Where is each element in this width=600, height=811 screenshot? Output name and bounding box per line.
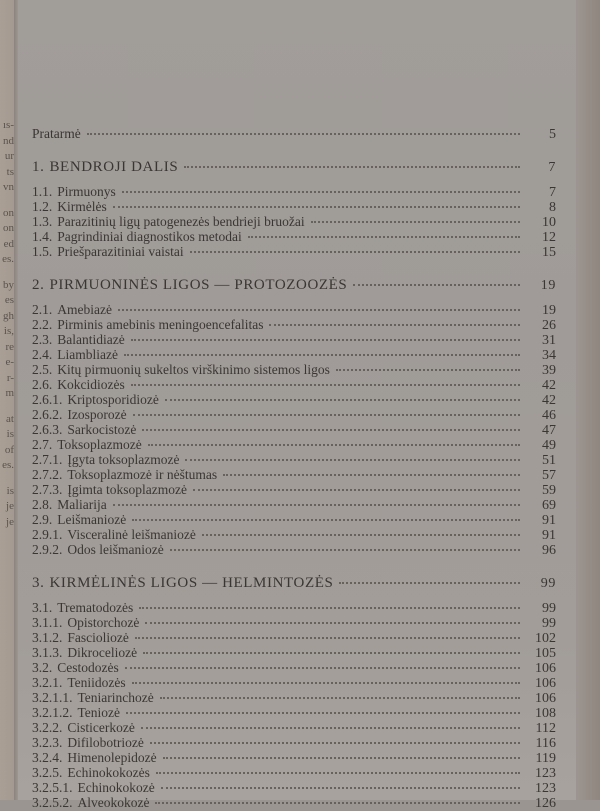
dot-leader <box>155 802 520 804</box>
toc-entry-title: Odos leišmaniozė <box>67 542 164 557</box>
dot-leader <box>269 324 520 326</box>
toc-entry-number: 3.1.3. <box>32 645 63 660</box>
toc-entry <box>32 780 556 795</box>
toc-page-number: 10 <box>542 215 556 230</box>
toc-entry-title: Kriptosporidiozė <box>67 392 159 407</box>
toc-entry <box>32 229 556 244</box>
toc-page-number: 123 <box>535 766 556 781</box>
dot-leader <box>145 622 520 624</box>
toc-entry <box>32 765 556 780</box>
toc-entry-number: 2.7. <box>32 437 53 452</box>
facing-page-fragment <box>0 474 14 484</box>
toc-entry-number: 3.2.5.2. <box>32 795 73 810</box>
toc-entry-title: Alveokokozė <box>77 795 150 810</box>
toc-entry <box>32 615 556 630</box>
dot-leader <box>336 369 520 371</box>
toc-page-number: 8 <box>549 200 556 215</box>
toc-entry <box>32 750 556 765</box>
toc-page-number: 99 <box>540 576 556 591</box>
toc-entry <box>32 497 556 512</box>
toc-entry-title: Opistorchozė <box>67 615 140 630</box>
dot-leader <box>156 772 520 774</box>
dot-leader <box>339 582 520 584</box>
toc-entry-title: Teniarinchozė <box>77 690 154 705</box>
toc-entry-title: Įgyta toksoplazmozė <box>67 452 180 467</box>
toc-chapter-number: 3. <box>32 575 45 591</box>
facing-page-fragment: m <box>5 387 14 399</box>
dot-leader <box>133 414 520 416</box>
dot-leader <box>193 489 520 491</box>
toc-entry-title: Teniozė <box>77 705 121 720</box>
toc-page-number: 5 <box>549 127 556 142</box>
facing-page-fragment: e- <box>5 356 14 368</box>
facing-page-fragment: on <box>3 206 14 219</box>
facing-page-fragment: of <box>4 443 14 456</box>
dot-leader <box>131 384 520 386</box>
toc-entry <box>32 735 556 750</box>
toc-entry-title: Amebiazė <box>57 302 112 317</box>
facing-page-fragment: r- <box>6 371 14 384</box>
toc-page-number: 112 <box>535 721 556 736</box>
dot-leader <box>353 284 520 286</box>
toc-entry-title: Pirmuonys <box>57 184 116 199</box>
toc-entry-title: Cisticerkozė <box>67 720 135 735</box>
toc-entry <box>32 362 556 377</box>
facing-page-fragment: ıs- <box>3 119 14 131</box>
facing-page-text-fragments <box>0 118 14 530</box>
dot-leader <box>185 459 520 461</box>
toc-entry <box>32 422 556 437</box>
toc-entry-number: 3.1.1. <box>32 615 63 630</box>
toc-entry-number: 3.2.5. <box>32 765 63 780</box>
toc-entry <box>32 317 556 332</box>
toc-page-number: 123 <box>535 781 556 796</box>
dot-leader <box>124 354 520 356</box>
book-page <box>18 0 576 811</box>
toc-chapter-title: KIRMĖLINĖS LIGOS — HELMINTOZĖS <box>49 575 334 591</box>
dot-leader <box>118 309 520 311</box>
toc-entry <box>32 675 556 690</box>
toc-entry-number: 3.2.2. <box>32 720 63 735</box>
toc-entry-number: 2.7.3. <box>32 482 63 497</box>
toc-entry <box>32 690 556 705</box>
toc-entry-title: Dikroceliozė <box>67 645 138 660</box>
toc-entry-title: Pagrindiniai diagnostikos metodai <box>57 229 242 244</box>
toc-entry-number: 2.6.3. <box>32 422 63 437</box>
toc-entry <box>32 214 556 229</box>
dot-leader <box>131 339 520 341</box>
toc-page-number: 106 <box>535 661 556 676</box>
toc-page-number: 51 <box>542 453 556 468</box>
toc-entry-number: 2.8. <box>32 497 53 512</box>
toc-entry <box>32 244 556 259</box>
spacer <box>32 141 556 158</box>
dot-leader <box>202 534 520 536</box>
toc-chapter-number: 2. <box>32 277 45 293</box>
facing-page-fragment: ur <box>4 150 14 162</box>
toc-chapters <box>32 141 556 810</box>
toc-entry <box>32 452 556 467</box>
toc-entry <box>32 542 556 557</box>
toc-entry-title: Echinokokozės <box>67 765 150 780</box>
spacer <box>32 259 556 276</box>
dot-leader <box>142 429 520 431</box>
toc-page-number: 91 <box>542 513 556 528</box>
toc-entry-number: 2.6.1. <box>32 392 63 407</box>
toc-page-number: 126 <box>535 796 556 811</box>
toc-entry-title: Himenolepidozė <box>67 750 157 765</box>
facing-page-fragment: je <box>6 515 14 528</box>
toc-entry-number: 3.2.1. <box>32 675 63 690</box>
toc-entry <box>32 705 556 720</box>
spacer <box>32 294 556 302</box>
toc-entry-number: 3.1. <box>32 600 53 615</box>
toc-entry-number: 3.2.3. <box>32 735 63 750</box>
toc-chapter-title: BENDROJI DALIS <box>49 159 179 175</box>
toc-page-number: 99 <box>542 601 556 616</box>
toc-entry-title: Parazitinių ligų patogenezės bendrieji bruožai <box>57 214 305 229</box>
toc-entry <box>32 795 556 810</box>
toc-entry-number: 1.4. <box>32 229 53 244</box>
dot-leader <box>148 444 520 446</box>
toc-page-number: 12 <box>542 230 556 245</box>
facing-page-fragment: nd <box>3 134 14 147</box>
toc-page-number: 39 <box>542 363 556 378</box>
toc-page-number: 91 <box>542 528 556 543</box>
dot-leader <box>143 652 520 654</box>
facing-page-fragment: gh <box>3 309 14 322</box>
facing-page-fragment: es. <box>2 459 14 471</box>
toc-page-number: 59 <box>542 483 556 498</box>
toc-entry <box>32 347 556 362</box>
toc-entry <box>32 437 556 452</box>
facing-page-fragment <box>0 268 14 278</box>
toc-page-number: 99 <box>542 616 556 631</box>
spacer <box>32 592 556 600</box>
facing-page-fragment: es. <box>2 253 14 265</box>
toc-page-number: 119 <box>535 751 556 766</box>
facing-page-fragment: vn <box>3 181 14 193</box>
toc-entry-title: Izosporozė <box>67 407 127 422</box>
dot-leader <box>113 206 520 208</box>
toc-entry-title: Maliarija <box>57 497 107 512</box>
toc-page-number: 49 <box>542 438 556 453</box>
toc-entry-title: Fascioliozė <box>67 630 129 645</box>
toc-entry-title: Trematodozės <box>57 600 134 615</box>
toc-page-number: 34 <box>542 348 556 363</box>
facing-page-fragment: on <box>3 222 14 234</box>
facing-page-fragment: is <box>6 484 14 497</box>
toc-entry-number: 2.6. <box>32 377 53 392</box>
toc-page-number: 105 <box>535 646 556 661</box>
toc-chapter-number: 1. <box>32 159 45 175</box>
dot-leader <box>248 236 520 238</box>
toc-page-number: 69 <box>542 498 556 513</box>
toc-entry <box>32 660 556 675</box>
toc-page-number: 57 <box>542 468 556 483</box>
facing-page-fragment: je <box>6 500 14 512</box>
dot-leader <box>122 191 520 193</box>
toc-page-number: 15 <box>542 245 556 260</box>
dot-leader <box>126 712 520 714</box>
dot-leader <box>141 727 520 729</box>
toc-page-number: 47 <box>542 423 556 438</box>
dot-leader <box>160 697 520 699</box>
facing-page-fragment: ed <box>3 237 14 250</box>
toc-entry <box>32 600 556 615</box>
toc-page-number: 31 <box>542 333 556 348</box>
toc-entry-title: Priešparazitiniai vaistai <box>57 244 184 259</box>
toc-entry-number: 2.5. <box>32 362 53 377</box>
dot-leader <box>161 787 520 789</box>
toc-page-number: 116 <box>535 736 556 751</box>
toc-entry-number: 3.2.5.1. <box>32 780 73 795</box>
toc-entry-number: 2.1. <box>32 302 53 317</box>
toc-chapter-heading <box>32 574 556 592</box>
toc-entry-title: Pratarmė <box>32 126 81 141</box>
toc-page-number: 108 <box>535 706 556 721</box>
dot-leader <box>139 607 520 609</box>
toc-entry-preface <box>32 126 556 141</box>
dot-leader <box>132 682 520 684</box>
toc-entry <box>32 720 556 735</box>
spacer <box>32 176 556 184</box>
toc-page-number: 42 <box>542 378 556 393</box>
toc-page-number: 7 <box>548 160 556 175</box>
toc-entry <box>32 184 556 199</box>
toc-entry-title: Įgimta toksoplazmozė <box>67 482 187 497</box>
facing-page-fragment: is <box>6 428 14 440</box>
toc-chapter-heading <box>32 276 556 294</box>
toc-page-number: 46 <box>542 408 556 423</box>
toc-chapter-heading <box>32 158 556 176</box>
toc-page-number: 26 <box>542 318 556 333</box>
table-of-contents <box>32 126 556 810</box>
facing-page-fragment: is, <box>3 325 14 337</box>
toc-entry-title: Sarkocistozė <box>67 422 137 437</box>
toc-entry-title: Liambliazė <box>57 347 118 362</box>
toc-entry-number: 2.9.2. <box>32 542 63 557</box>
toc-entry-title: Balantidiazė <box>57 332 125 347</box>
toc-entry-title: Teniidozės <box>67 675 126 690</box>
dot-leader <box>150 742 520 744</box>
toc-entry-number: 2.6.2. <box>32 407 63 422</box>
toc-entry-number: 2.7.2. <box>32 467 63 482</box>
dot-leader <box>311 221 520 223</box>
toc-entry-number: 1.3. <box>32 214 53 229</box>
toc-entry-number: 2.9.1. <box>32 527 63 542</box>
toc-entry-title: Kokcidiozės <box>57 377 125 392</box>
toc-entry-title: Cestodozės <box>57 660 119 675</box>
toc-entry <box>32 302 556 317</box>
dot-leader <box>163 757 520 759</box>
toc-entry <box>32 527 556 542</box>
toc-entry <box>32 407 556 422</box>
facing-page-fragment <box>0 196 14 206</box>
toc-page-number: 19 <box>540 278 556 293</box>
toc-entry <box>32 512 556 527</box>
toc-entry <box>32 199 556 214</box>
toc-entry-title: Visceralinė leišmaniozė <box>67 527 196 542</box>
toc-page-number: 106 <box>535 691 556 706</box>
dot-leader <box>135 637 520 639</box>
toc-entry <box>32 630 556 645</box>
page-right-edge <box>576 0 600 800</box>
toc-entry-number: 2.7.1. <box>32 452 63 467</box>
toc-entry-number: 2.3. <box>32 332 53 347</box>
toc-page-number: 102 <box>535 631 556 646</box>
toc-entry-number: 2.2. <box>32 317 53 332</box>
toc-entry-number: 3.2.4. <box>32 750 63 765</box>
dot-leader <box>223 474 520 476</box>
toc-page-number: 7 <box>549 185 556 200</box>
facing-page-edge <box>0 0 14 800</box>
toc-page-number: 106 <box>535 676 556 691</box>
spacer <box>32 557 556 574</box>
toc-page-number: 96 <box>542 543 556 558</box>
toc-entry-number: 3.1.2. <box>32 630 63 645</box>
toc-entry-title: Difilobotriozė <box>67 735 144 750</box>
toc-entry <box>32 332 556 347</box>
toc-entry <box>32 482 556 497</box>
dot-leader <box>165 399 520 401</box>
toc-page-number: 42 <box>542 393 556 408</box>
toc-entry-title: Toksoplazmozė ir nėštumas <box>67 467 218 482</box>
facing-page-fragment: at <box>6 412 14 425</box>
facing-page-fragment: by <box>3 278 14 291</box>
dot-leader <box>170 549 520 551</box>
toc-entry-title: Leišmaniozė <box>57 512 127 527</box>
facing-page-fragment <box>0 402 14 412</box>
toc-entry-number: 1.2. <box>32 199 53 214</box>
toc-entry-number: 3.2. <box>32 660 53 675</box>
toc-entry <box>32 645 556 660</box>
dot-leader <box>184 166 520 168</box>
toc-entry-title: Echinokokozė <box>77 780 155 795</box>
toc-entry-title: Kirmėlės <box>57 199 107 214</box>
dot-leader <box>87 133 520 135</box>
dot-leader <box>125 667 520 669</box>
toc-entry-title: Kitų pirmuonių sukeltos virškinimo sistemos ligos <box>57 362 330 377</box>
toc-entry <box>32 467 556 482</box>
toc-entry-number: 3.2.1.2. <box>32 705 73 720</box>
toc-entry-title: Pirminis amebinis meningoencefalitas <box>57 317 264 332</box>
toc-entry <box>32 377 556 392</box>
toc-page-number: 19 <box>542 303 556 318</box>
dot-leader <box>132 519 520 521</box>
dot-leader <box>190 251 520 253</box>
toc-entry-number: 1.5. <box>32 244 53 259</box>
toc-entry-number: 1.1. <box>32 184 53 199</box>
facing-page-fragment: ts <box>6 165 14 178</box>
toc-entry-number: 2.4. <box>32 347 53 362</box>
dot-leader <box>113 504 520 506</box>
toc-entry <box>32 392 556 407</box>
toc-entry-title: Toksoplazmozė <box>57 437 142 452</box>
toc-entry-number: 2.9. <box>32 512 53 527</box>
facing-page-fragment: es <box>4 294 14 306</box>
toc-entry-number: 3.2.1.1. <box>32 690 73 705</box>
toc-chapter-title: PIRMUONINĖS LIGOS — PROTOZOOZĖS <box>49 277 348 293</box>
facing-page-fragment: re <box>5 340 14 353</box>
